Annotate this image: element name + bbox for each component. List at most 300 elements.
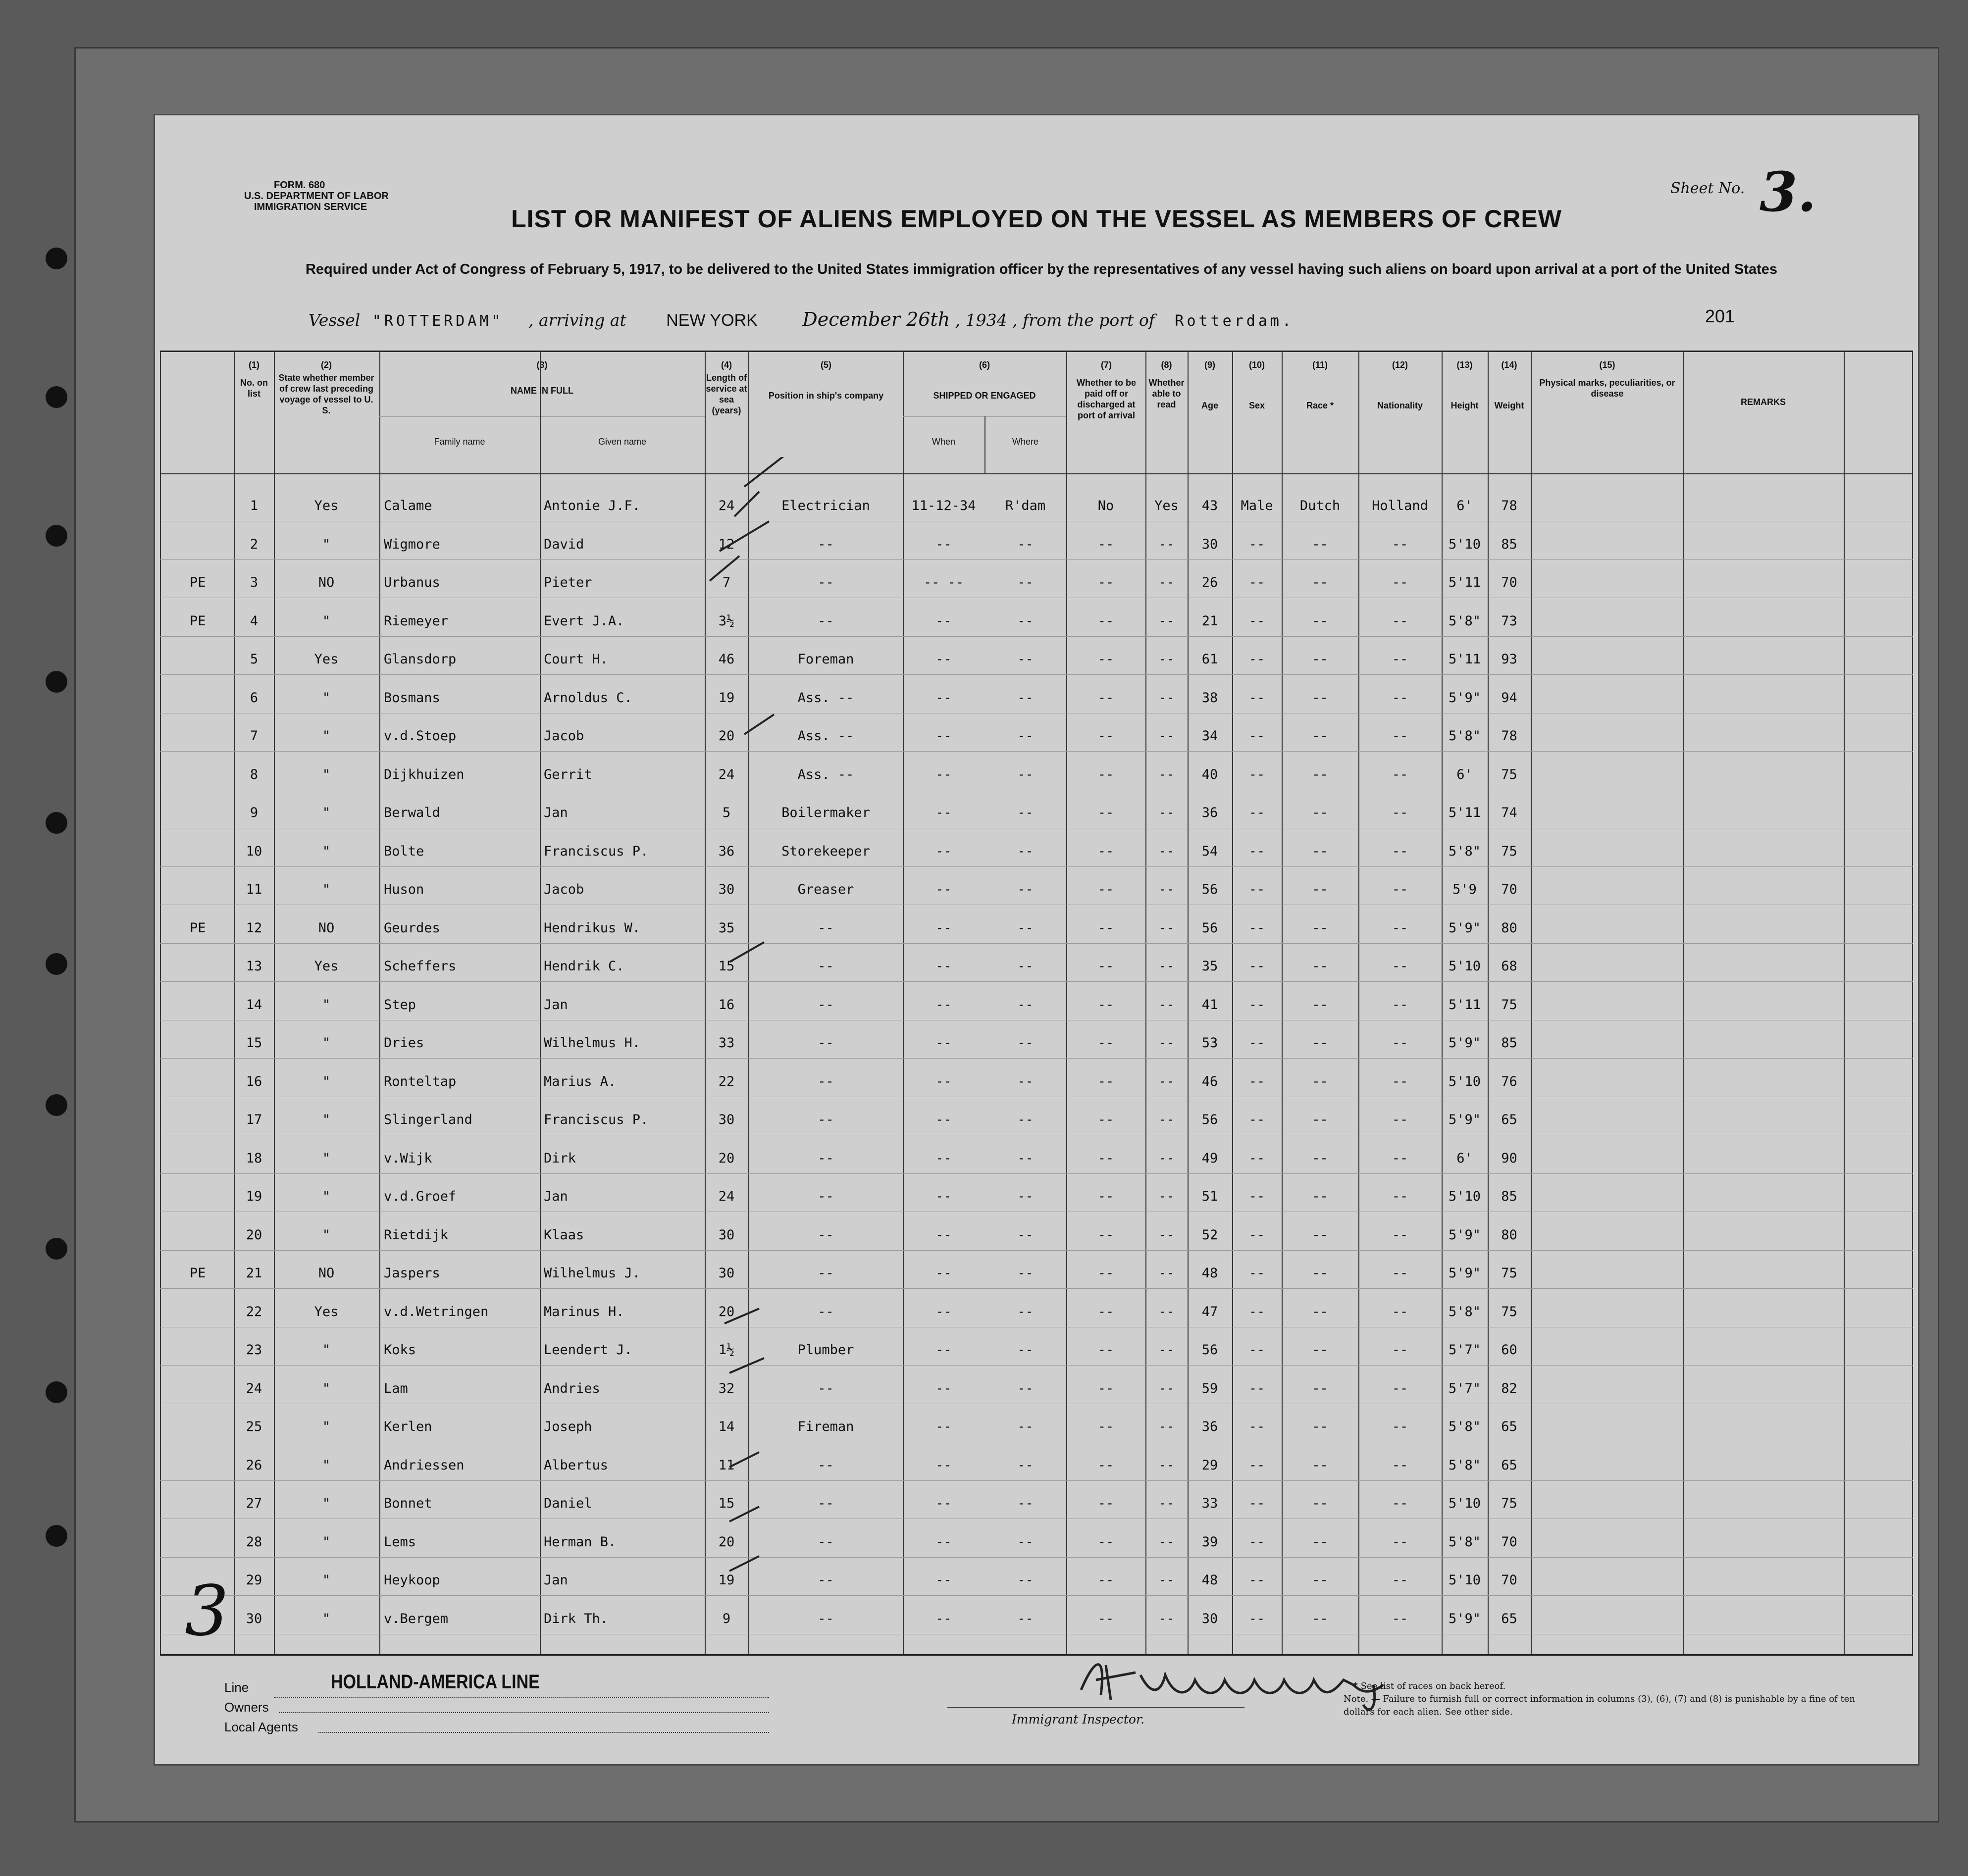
row-rule (160, 1058, 1913, 1059)
shipped-when: -- (935, 1304, 952, 1319)
given-name: Andries (544, 1380, 600, 1396)
weight: 70 (1501, 1534, 1517, 1550)
paid-off: -- (1097, 1227, 1114, 1243)
sex: -- (1248, 843, 1265, 859)
col-rule (160, 352, 161, 1654)
age: 30 (1201, 536, 1218, 552)
shipped-when: -- (935, 1073, 952, 1089)
sex: -- (1248, 1572, 1265, 1588)
previous-voyage: " (322, 805, 331, 820)
previous-voyage: " (322, 536, 331, 552)
family-name: v.Wijk (384, 1150, 432, 1166)
family-name: Koks (384, 1342, 416, 1358)
weight: 65 (1501, 1419, 1517, 1434)
ship-position: Ass. -- (797, 728, 854, 744)
given-name: Franciscus P. (544, 843, 649, 859)
race: -- (1312, 843, 1328, 859)
shipped-where: -- (1017, 959, 1034, 974)
shipped-where: R'dam (1005, 498, 1046, 513)
nationality: -- (1392, 1035, 1408, 1051)
paid-off: -- (1097, 805, 1114, 820)
nationality: -- (1392, 728, 1408, 744)
height: 5'9" (1448, 1266, 1481, 1281)
height: 5'10 (1448, 1496, 1481, 1511)
ship-position: Electrician (781, 498, 870, 513)
race: -- (1312, 1611, 1328, 1626)
race: -- (1312, 1035, 1328, 1051)
sex: -- (1248, 882, 1265, 897)
shipped-where: -- (1017, 690, 1034, 706)
col12-label: Nationality (1377, 401, 1423, 410)
years-at-sea: 36 (718, 843, 735, 859)
age: 56 (1201, 882, 1218, 897)
given-name: Wilhelmus J. (544, 1266, 641, 1281)
col8-num: (8) (1161, 360, 1172, 370)
nationality: -- (1392, 882, 1408, 897)
owners-label: Owners (224, 1700, 269, 1715)
sex: -- (1248, 613, 1265, 629)
able-to-read: -- (1158, 1419, 1175, 1434)
nationality: -- (1392, 1112, 1408, 1127)
previous-voyage: " (322, 882, 331, 897)
years-at-sea: 33 (718, 1035, 735, 1051)
given-name: Wilhelmus H. (544, 1035, 641, 1051)
paid-off: -- (1097, 1380, 1114, 1396)
nationality: -- (1392, 959, 1408, 974)
nationality: -- (1392, 1342, 1408, 1358)
able-to-read: -- (1158, 536, 1175, 552)
sex: -- (1248, 1611, 1265, 1626)
shipped-when: -- (935, 536, 952, 552)
given-name: Joseph (544, 1419, 592, 1434)
age: 36 (1201, 1419, 1218, 1434)
col15-label: Physical marks, peculiarities, or disease (1539, 378, 1675, 399)
years-at-sea: 20 (718, 728, 735, 744)
col-rule (1844, 352, 1845, 1654)
family-name: Riemeyer (384, 613, 449, 629)
weight: 78 (1501, 728, 1517, 744)
previous-voyage: " (322, 1150, 331, 1166)
weight: 76 (1501, 1073, 1517, 1089)
years-at-sea: 22 (718, 1073, 735, 1089)
col7-label: Whether to be paid off or discharged at port of arrival (1077, 378, 1136, 420)
paid-off: -- (1097, 882, 1114, 897)
arrival-year: , 1934 (955, 310, 1007, 330)
age: 33 (1201, 1496, 1218, 1511)
arriving-label: , arriving at (528, 310, 626, 330)
ship-position: -- (818, 1073, 834, 1089)
nationality: -- (1392, 1227, 1408, 1243)
col5-num: (5) (821, 360, 831, 370)
able-to-read: -- (1158, 959, 1175, 974)
height: 5'10 (1448, 1189, 1481, 1204)
nationality: -- (1392, 1457, 1408, 1473)
sex: -- (1248, 1342, 1265, 1358)
vessel-name: "ROTTERDAM" (372, 312, 504, 330)
races-note: * See list of races on back hereof. (1353, 1681, 1506, 1691)
given-name: David (544, 536, 584, 552)
nationality: -- (1392, 805, 1408, 820)
col1-num: (1) (249, 360, 259, 370)
row-number: 6 (250, 690, 259, 706)
col12-header (1358, 359, 1442, 411)
punch-hole (46, 671, 67, 693)
row-rule (160, 1480, 1913, 1481)
col5-header (752, 359, 900, 401)
weight: 74 (1501, 805, 1517, 820)
shipped-when: -- (935, 766, 952, 782)
col3-header (379, 359, 705, 396)
ship-position: -- (818, 997, 834, 1013)
previous-voyage: " (322, 1611, 331, 1626)
height: 5'10 (1448, 1572, 1481, 1588)
years-at-sea: 5 (722, 805, 731, 820)
row-number: 17 (246, 1112, 262, 1127)
nationality: -- (1392, 1073, 1408, 1089)
able-to-read: -- (1158, 1380, 1175, 1396)
sex: -- (1248, 1227, 1265, 1243)
col7-num: (7) (1101, 360, 1112, 370)
height: 6' (1456, 498, 1473, 513)
shipped-where: -- (1017, 766, 1034, 782)
able-to-read: -- (1158, 843, 1175, 859)
family-name: Huson (384, 882, 424, 897)
family-name: Geurdes (384, 920, 440, 936)
col6-num: (6) (979, 360, 990, 370)
paid-off: No (1097, 498, 1114, 513)
previous-voyage: " (322, 1496, 331, 1511)
weight: 94 (1501, 690, 1517, 706)
col2-label: State whether member of crew last preceding voyage of vessel to U. S. (278, 373, 374, 415)
row-rule (160, 1288, 1913, 1289)
row-number: 15 (246, 1035, 262, 1051)
given-name: Dirk (544, 1150, 576, 1166)
family-name: v.d.Stoep (384, 728, 457, 744)
weight: 82 (1501, 1380, 1517, 1396)
sex: -- (1248, 1304, 1265, 1319)
age: 61 (1201, 652, 1218, 667)
shipped-where: -- (1017, 728, 1034, 744)
age: 48 (1201, 1572, 1218, 1588)
punch-hole (46, 1238, 67, 1260)
nationality: -- (1392, 575, 1408, 590)
col1-header (234, 359, 274, 399)
previous-voyage: Yes (314, 652, 339, 667)
shipped-when: -- (935, 1035, 952, 1051)
years-at-sea: 24 (718, 1189, 735, 1204)
row-number: 26 (246, 1457, 262, 1473)
ship-position: -- (818, 1572, 834, 1588)
sex: -- (1248, 1073, 1265, 1089)
shipped-where: -- (1017, 1035, 1034, 1051)
nationality: -- (1392, 843, 1408, 859)
years-at-sea: 20 (718, 1534, 735, 1550)
shipped-where: -- (1017, 1572, 1034, 1588)
weight: 90 (1501, 1150, 1517, 1166)
shipped-where: -- (1017, 1112, 1034, 1127)
years-at-sea: 11 (718, 1457, 735, 1473)
shipped-when: -- (935, 1266, 952, 1281)
race: -- (1312, 575, 1328, 590)
given-name: Gerrit (544, 766, 592, 782)
paid-off: -- (1097, 1534, 1114, 1550)
family-name-header: Family name (434, 437, 485, 447)
given-name: Arnoldus C. (544, 690, 632, 706)
years-at-sea: 15 (718, 959, 735, 974)
weight: 75 (1501, 997, 1517, 1013)
weight: 93 (1501, 652, 1517, 667)
nationality: -- (1392, 1266, 1408, 1281)
weight: 73 (1501, 613, 1517, 629)
paid-off: -- (1097, 1304, 1114, 1319)
age: 35 (1201, 959, 1218, 974)
document-title: LIST OR MANIFEST OF ALIENS EMPLOYED ON THE VESSEL AS MEMBERS OF CREW (511, 205, 1562, 233)
race: -- (1312, 690, 1328, 706)
tally-number: 3 (185, 1571, 229, 1652)
weight: 70 (1501, 1572, 1517, 1588)
shipped-where: -- (1017, 1189, 1034, 1204)
race: -- (1312, 1572, 1328, 1588)
years-at-sea: 1½ (718, 1342, 735, 1358)
pe-mark: PE (190, 613, 206, 629)
years-at-sea: 15 (718, 1496, 735, 1511)
family-name: Lam (384, 1380, 408, 1396)
shipped-when: -- (935, 843, 952, 859)
shipped-when: -- (935, 805, 952, 820)
agents-dots (318, 1732, 769, 1733)
able-to-read: -- (1158, 1073, 1175, 1089)
row-number: 1 (250, 498, 259, 513)
weight: 85 (1501, 536, 1517, 552)
shipped-when: -- (935, 1534, 952, 1550)
previous-voyage: " (322, 1380, 331, 1396)
years-at-sea: 7 (722, 575, 731, 590)
nationality: -- (1392, 613, 1408, 629)
nationality: -- (1392, 536, 1408, 552)
row-number: 2 (250, 536, 259, 552)
sex: Male (1241, 498, 1273, 513)
height: 5'8" (1448, 613, 1481, 629)
col1-label: No. on list (240, 378, 268, 399)
paid-off: -- (1097, 959, 1114, 974)
previous-voyage: " (322, 1189, 331, 1204)
manifest-sheet (154, 114, 1919, 1766)
weight: 70 (1501, 882, 1517, 897)
row-rule (160, 674, 1913, 675)
row-number: 18 (246, 1150, 262, 1166)
height: 5'8" (1448, 843, 1481, 859)
row-number: 23 (246, 1342, 262, 1358)
from-port: Rotterdam. (1175, 312, 1295, 330)
family-name: Glansdorp (384, 652, 457, 667)
col14-label: Weight (1494, 401, 1524, 410)
given-name: Jan (544, 997, 568, 1013)
age: 48 (1201, 1266, 1218, 1281)
header-subrule (379, 416, 705, 417)
col-rule (1531, 352, 1532, 1654)
weight: 75 (1501, 1266, 1517, 1281)
given-name: Jacob (544, 728, 584, 744)
sex: -- (1248, 1419, 1265, 1434)
shipped-when: 11-12-34 (911, 498, 976, 513)
family-name: v.d.Wetringen (384, 1304, 489, 1319)
punch-hole (46, 812, 67, 834)
shipped-when: -- -- (923, 575, 964, 590)
age: 36 (1201, 805, 1218, 820)
shipped-where: -- (1017, 1496, 1034, 1511)
form-service: IMMIGRATION SERVICE (254, 202, 367, 212)
paid-off: -- (1097, 536, 1114, 552)
able-to-read: -- (1158, 690, 1175, 706)
vessel-line (309, 308, 1294, 330)
ship-position: Ass. -- (797, 766, 854, 782)
row-rule (160, 1365, 1913, 1366)
weight: 60 (1501, 1342, 1517, 1358)
shipped-where: -- (1017, 805, 1034, 820)
years-at-sea: 35 (718, 920, 735, 936)
where-header: Where (1012, 437, 1038, 447)
able-to-read: -- (1158, 1534, 1175, 1550)
ship-position: Boilermaker (781, 805, 870, 820)
line-dots (274, 1697, 769, 1698)
height: 5'11 (1448, 805, 1481, 820)
given-name-header: Given name (598, 437, 647, 447)
weight: 85 (1501, 1189, 1517, 1204)
family-name: Heykoop (384, 1572, 440, 1588)
previous-voyage: " (322, 728, 331, 744)
height: 5'7" (1448, 1342, 1481, 1358)
family-name: Bonnet (384, 1496, 432, 1511)
age: 41 (1201, 997, 1218, 1013)
nationality: -- (1392, 1496, 1408, 1511)
ship-position: -- (818, 959, 834, 974)
row-number: 13 (246, 959, 262, 974)
family-name: Andriessen (384, 1457, 465, 1473)
paid-off: -- (1097, 1419, 1114, 1434)
shipped-when: -- (935, 690, 952, 706)
able-to-read: Yes (1154, 498, 1179, 513)
age: 46 (1201, 1073, 1218, 1089)
shipped-where: -- (1017, 1227, 1034, 1243)
col-rule (1683, 352, 1684, 1654)
age: 49 (1201, 1150, 1218, 1166)
height: 5'9" (1448, 1035, 1481, 1051)
inspector-label: Immigrant Inspector. (1012, 1712, 1145, 1726)
shipped-where: -- (1017, 1150, 1034, 1166)
race: -- (1312, 536, 1328, 552)
race: -- (1312, 1227, 1328, 1243)
given-name: Albertus (544, 1457, 609, 1473)
col8-label: Whether able to read (1148, 378, 1185, 409)
height: 5'8" (1448, 1419, 1481, 1434)
row-number: 16 (246, 1073, 262, 1089)
able-to-read: -- (1158, 1611, 1175, 1626)
row-number: 11 (246, 882, 262, 897)
race: -- (1312, 652, 1328, 667)
years-at-sea: 46 (718, 652, 735, 667)
family-name: Dries (384, 1035, 424, 1051)
punch-hole (46, 1094, 67, 1116)
col13-num: (13) (1456, 360, 1473, 370)
ship-position: -- (818, 536, 834, 552)
from-port-label: , from the port of (1012, 310, 1155, 330)
col11-header (1282, 359, 1358, 411)
shipped-when: -- (935, 959, 952, 974)
col12-num: (12) (1392, 360, 1408, 370)
sex: -- (1248, 959, 1265, 974)
row-number: 4 (250, 613, 259, 629)
years-at-sea: 14 (718, 1419, 735, 1434)
row-number: 22 (246, 1304, 262, 1319)
ship-position: Storekeeper (781, 843, 870, 859)
previous-voyage: Yes (314, 498, 339, 513)
shipped-where: -- (1017, 613, 1034, 629)
previous-voyage: Yes (314, 1304, 339, 1319)
nationality: -- (1392, 1611, 1408, 1626)
ship-position: -- (818, 1534, 834, 1550)
race: -- (1312, 1304, 1328, 1319)
shipped-when: -- (935, 1112, 952, 1127)
page-number: 201 (1705, 306, 1735, 326)
nationality: -- (1392, 1150, 1408, 1166)
weight: 68 (1501, 959, 1517, 974)
nationality: -- (1392, 920, 1408, 936)
weight: 75 (1501, 1304, 1517, 1319)
col4-label: Length of service at sea (years) (706, 373, 747, 415)
previous-voyage: " (322, 766, 331, 782)
race: -- (1312, 805, 1328, 820)
row-number: 7 (250, 728, 259, 744)
able-to-read: -- (1158, 1150, 1175, 1166)
shipped-where: -- (1017, 1073, 1034, 1089)
race: -- (1312, 1457, 1328, 1473)
family-name: Lems (384, 1534, 416, 1550)
row-number: 10 (246, 843, 262, 859)
shipped-when: -- (935, 1380, 952, 1396)
race: -- (1312, 997, 1328, 1013)
height: 5'9" (1448, 690, 1481, 706)
given-name: Jan (544, 1189, 568, 1204)
age: 38 (1201, 690, 1218, 706)
height: 5'9" (1448, 920, 1481, 936)
given-name: Klaas (544, 1227, 584, 1243)
given-name: Pieter (544, 575, 592, 590)
line-label: Line (224, 1680, 249, 1695)
punch-hole (46, 1381, 67, 1403)
family-name: Dijkhuizen (384, 766, 465, 782)
race: -- (1312, 1342, 1328, 1358)
col-rule (379, 352, 380, 1654)
age: 56 (1201, 1342, 1218, 1358)
paid-off: -- (1097, 1496, 1114, 1511)
sex: -- (1248, 1189, 1265, 1204)
col4-num: (4) (721, 360, 732, 370)
age: 43 (1201, 498, 1218, 513)
sex: -- (1248, 805, 1265, 820)
ship-position: -- (818, 1457, 834, 1473)
ship-position: -- (818, 1150, 834, 1166)
sex: -- (1248, 690, 1265, 706)
family-name: Slingerland (384, 1112, 472, 1127)
col9-label: Age (1201, 401, 1218, 410)
nationality: -- (1392, 997, 1408, 1013)
sheet-number: 3. (1760, 160, 1816, 224)
paid-off: -- (1097, 920, 1114, 936)
col11-label: Race * (1306, 401, 1334, 410)
paid-off: -- (1097, 1189, 1114, 1204)
ship-position: -- (818, 1112, 834, 1127)
row-number: 14 (246, 997, 262, 1013)
